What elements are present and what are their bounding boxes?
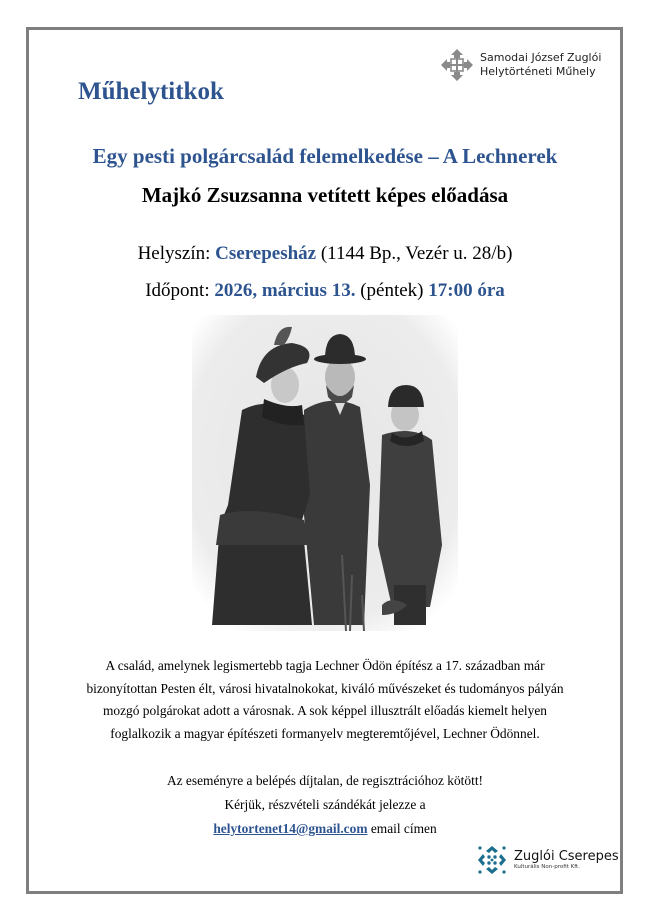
description-line-2: bizonyítottan Pesten élt, városi hivatalnokokat, kiváló művészeket és tudományos pályán bbox=[86, 680, 564, 696]
footer-logo-tagline: Kulturális Non-profit Kft. bbox=[514, 863, 580, 870]
registration-info bbox=[60, 769, 590, 841]
footer-logo bbox=[476, 840, 626, 880]
location-label: Helyszín: bbox=[137, 243, 216, 264]
event-weekday: (péntek) bbox=[355, 280, 429, 301]
registration-line-2: Kérjük, részvételi szándékát jelezze a bbox=[224, 797, 426, 812]
venue-address: (1144 Bp., Vezér u. 28/b) bbox=[316, 243, 513, 264]
time-label: Időpont: bbox=[145, 280, 215, 301]
family-portrait-image bbox=[192, 315, 458, 631]
email-suffix: email címen bbox=[367, 821, 437, 836]
registration-line-1: Az eseményre a belépés díjtalan, de regisztrációhoz kötött! bbox=[166, 773, 484, 788]
event-subtitle: Majkó Zsuzsanna vetített képes előadása bbox=[141, 183, 509, 207]
description-line-3: mozgó polgárokat adott a városnak. A sok képpel illusztrált előadás kiemelt helyen bbox=[102, 703, 547, 718]
registration-line-3 bbox=[60, 817, 590, 841]
org-name-line-1: Samodai József Zuglói bbox=[480, 51, 602, 64]
org-name-line-2: Helytörténeti Műhely bbox=[480, 65, 596, 78]
description-line-4: foglalkozik a magyar építészeti formanyelv megteremtőjével, Lechner Ödönnel. bbox=[110, 725, 540, 741]
location-line bbox=[0, 243, 650, 265]
org-logo bbox=[440, 45, 620, 85]
email-link[interactable]: helytortenet14@gmail.com bbox=[213, 821, 368, 836]
event-hour: 17:00 óra bbox=[428, 280, 505, 301]
zugloi-cserepes-logo-icon bbox=[476, 844, 508, 876]
series-title: Műhelytitkok bbox=[78, 78, 224, 105]
ornament-cross-icon bbox=[440, 48, 474, 82]
event-title: Egy pesti polgárcsalád felemelkedése – A Lechnerek bbox=[92, 144, 558, 168]
venue-name: Cserepesház bbox=[215, 243, 317, 264]
footer-logo-name: Zuglói Cserepes bbox=[514, 848, 619, 864]
event-date: 2026, március 13. bbox=[214, 280, 356, 301]
time-line bbox=[0, 280, 650, 302]
event-description bbox=[60, 655, 590, 745]
description-line-1: A család, amelynek legismertebb tagja Lechner Ödön építész a 17. században már bbox=[105, 658, 545, 673]
family-portrait-photo bbox=[192, 315, 458, 631]
